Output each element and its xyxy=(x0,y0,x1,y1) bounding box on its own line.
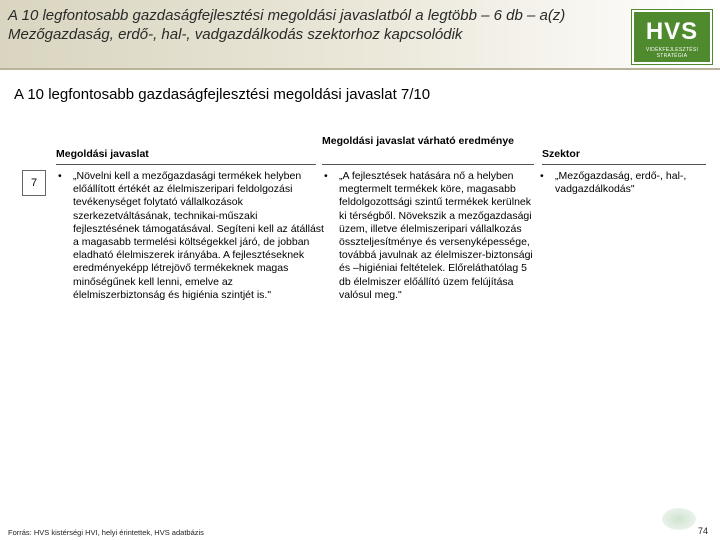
source-note: Forrás: HVS kistérségi HVI, helyi érintettek, HVS adatbázis xyxy=(8,528,204,537)
page-heading: A 10 legfontosabb gazdaságfejlesztési megoldási javaslatból a legtöbb – 6 db – a(z) Mezőgazdaság, erdő-, hal-, vadgazdálkodás szektorhoz kapcsolódik xyxy=(8,7,566,43)
header-divider-solution xyxy=(56,164,316,165)
column-header-solution: Megoldási javaslat xyxy=(56,148,149,160)
bullet-mark: • xyxy=(324,170,328,182)
column-header-sector: Szektor xyxy=(542,148,580,160)
page-number: 74 xyxy=(698,526,709,536)
sector-text: „Mezőgazdaság, erdő-, hal-, vadgazdálkodás" xyxy=(555,170,687,196)
header-divider-result xyxy=(322,164,534,165)
logo-subtitle: VIDÉKFEJLESZTÉSI STRATÉGIA xyxy=(645,47,699,59)
row-number-badge: 7 xyxy=(22,170,46,196)
solution-text: „Növelni kell a mezőgazdasági termékek helyben előállított értékét az élelmiszeripari feldolgozási tevékenységet folytató vállalkozások szerkezetváltásának, technikai-műszaki fejlesztésének támogatásával. Segíteni kell az átállást a magasabb termelési költségekkel járó, de jobban eladható élelmiszerek irányába. A fejlesztéseknek eredményeképp létrejövő termékeknek magas minőségűnek kell lenni, emelve az élelmiszerbiztonság és higiénia szintjét is." xyxy=(73,170,324,301)
header-band xyxy=(0,0,720,70)
header-divider-sector xyxy=(542,164,706,165)
section-title: A 10 legfontosabb gazdaságfejlesztési megoldási javaslat 7/10 xyxy=(14,86,431,103)
bullet-mark: • xyxy=(58,170,62,182)
bullet-mark: • xyxy=(540,170,544,182)
column-header-result: Megoldási javaslat várható eredménye xyxy=(322,135,514,147)
logo-text: HVS xyxy=(645,18,699,45)
footer-logo xyxy=(662,508,696,530)
hvs-logo xyxy=(632,10,712,64)
result-text: „A fejlesztések hatására nő a helyben megtermelt termékek köre, magasabb feldolgozottsági szintű termékek kerülnek ki térségből. Növekszik a mezőgazdasági üzem, illetve élelmiszeripari vállalkozás összteljesítménye és versenyképessége, továbbá javulnak az élelmiszer-biztonsági és –higiéniai feltételek. Előreláthatólag 5 db élelmiszer előállító üzem felújítása valósul meg." xyxy=(339,170,533,301)
